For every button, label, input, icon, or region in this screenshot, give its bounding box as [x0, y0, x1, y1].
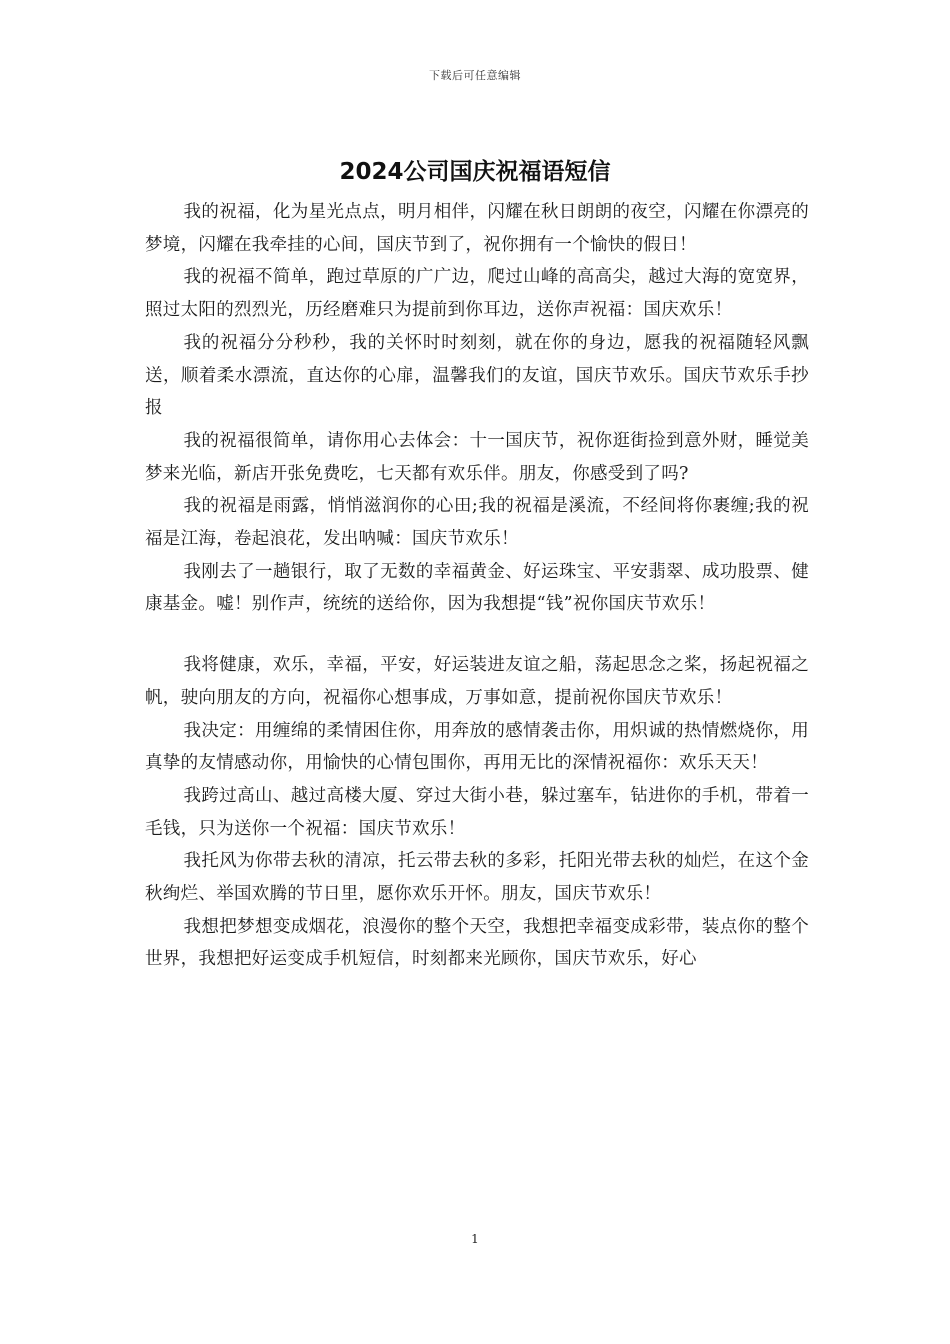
paragraph: 我刚去了一趟银行，取了无数的幸福黄金、好运珠宝、平安翡翠、成功股票、健康基金。嘘！别作声，统统的送给你，因为我想提“钱”祝你国庆节欢乐！ [145, 561, 809, 615]
paragraph: 我决定：用缠绵的柔情困住你，用奔放的感情袭击你，用炽诚的热情燃烧你，用真挚的友情感动你，用愉快的心情包围你，再用无比的深情祝福你：欢乐天天！ [145, 720, 809, 774]
paragraph: 我的祝福分分秒秒，我的关怀时时刻刻，就在你的身边，愿我的祝福随轻风飘送，顺着柔水漂流，直达你的心扉，温馨我们的友谊，国庆节欢乐。国庆节欢乐手抄报 [145, 332, 809, 419]
page-number: 1 [471, 1232, 479, 1246]
paragraph: 我的祝福很简单，请你用心去体会：十一国庆节，祝你逛街捡到意外财，睡觉美梦来光临，新店开张免费吃，七天都有欢乐伴。朋友，你感受到了吗? [145, 430, 809, 484]
paragraph: 我的祝福不简单，跑过草原的广广边，爬过山峰的高高尖，越过大海的宽宽界，照过太阳的烈烈光，历经磨难只为提前到你耳边，送你声祝福：国庆欢乐！ [145, 267, 809, 321]
paragraph: 我跨过高山、越过高楼大厦、穿过大街小巷，躲过塞车，钻进你的手机，带着一毛钱，只为送你一个祝福：国庆节欢乐！ [145, 785, 809, 839]
paragraph: 我的祝福，化为星光点点，明月相伴，闪耀在秋日朗朗的夜空，闪耀在你漂亮的梦境，闪耀在我牵挂的心间，国庆节到了，祝你拥有一个愉快的假日！ [145, 202, 809, 255]
document-title: 2024公司国庆祝福语短信 [339, 159, 611, 185]
paragraph: 我的祝福是雨露，悄悄滋润你的心田;我的祝福是溪流，不经间将你裹缠;我的祝福是江海，卷起浪花，发出呐喊：国庆节欢乐！ [145, 496, 809, 550]
paragraph: 我将健康，欢乐，幸福，平安，好运装进友谊之船，荡起思念之桨，扬起祝福之帆，驶向朋友的方向，祝福你心想事成，万事如意，提前祝你国庆节欢乐！ [145, 655, 809, 708]
header-note: 下载后可任意编辑 [429, 69, 521, 82]
paragraph: 我想把梦想变成烟花，浪漫你的整个天空，我想把幸福变成彩带，装点你的整个世界，我想把好运变成手机短信，时刻都来光顾你，国庆节欢乐，好心 [145, 916, 809, 970]
document-body [145, 196, 809, 976]
paragraph: 我托风为你带去秋的清凉，托云带去秋的多彩，托阳光带去秋的灿烂，在这个金秋绚烂、举国欢腾的节日里，愿你欢乐开怀。朋友，国庆节欢乐！ [145, 851, 809, 905]
